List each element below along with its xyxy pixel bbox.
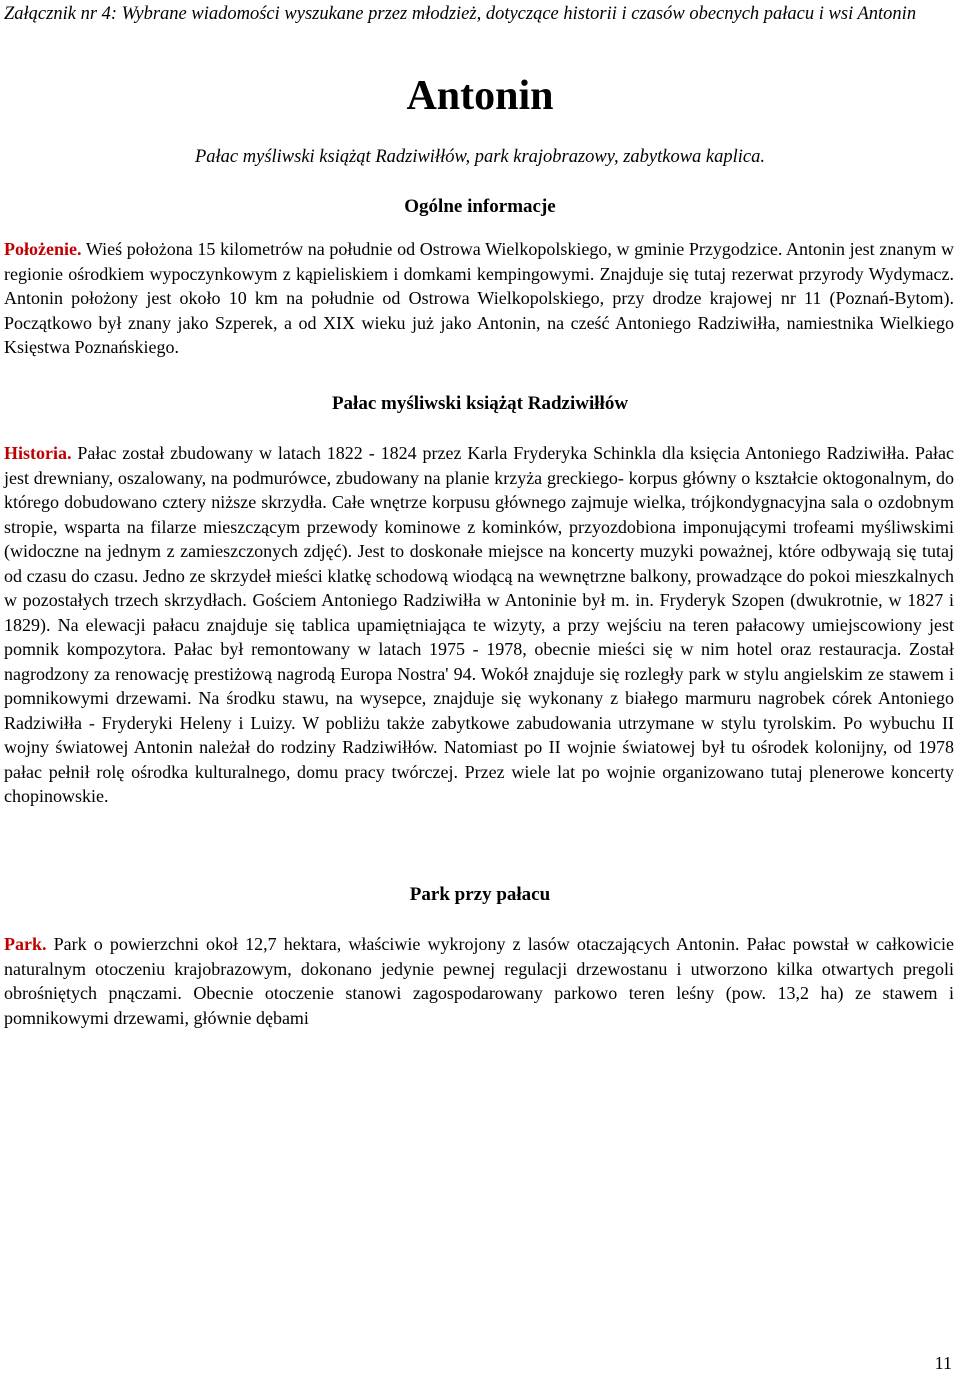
page-title: Antonin (406, 73, 554, 119)
section-heading-general: Ogólne informacje (404, 196, 556, 217)
lead-label-park: Park. (4, 934, 47, 954)
section-heading-park: Park przy pałacu (409, 884, 551, 905)
section-paragraph-general (4, 237, 954, 360)
lead-label-history: Historia. (4, 443, 72, 463)
section-heading-palace: Pałac myśliwski książąt Radziwiłłów (331, 393, 629, 414)
page-number: 11 (934, 1353, 952, 1373)
lead-label-location: Położenie. (4, 239, 82, 259)
section-paragraph-park (4, 932, 954, 1030)
paragraph-text-park: Park o powierzchni okoł 12,7 hektara, właściwie wykrojony z lasów otaczających Antonin. Pałac powstał w całkowicie naturalnym otoczeniu krajobrazowym, dokonano jedynie pewnej regulacji drzewostanu i utworzono kilka otwartych pregoli obrośniętych pnączami. Obecnie otoczenie stanowi zagospodarowany parkowo teren leśny (pow. 13,2 ha) ze stawem i pomnikowymi drzewami, głównie dębami (4, 934, 954, 1028)
paragraph-text-general: Wieś położona 15 kilometrów na południe od Ostrowa Wielkopolskiego, w gminie Przygodzice. Antonin jest znanym w regionie ośrodkiem wypoczynkowym z kąpieliskiem i domkami kempingowymi. Znajduje się tutaj rezerwat przyrody Wydymacz. Antonin położony jest około 10 km na południe od Ostrowa Wielkopolskiego, przy drodze krajowej nr 11 (Poznań-Bytom). Początkowo był znany jako Szperek, a od XIX wieku już jako Antonin, na cześć Antoniego Radziwiłła, namiestnika Wielkiego Księstwa Poznańskiego. (4, 239, 954, 357)
section-paragraph-history (4, 441, 954, 809)
page-subtitle: Pałac myśliwski książąt Radziwiłłów, park krajobrazowy, zabytkowa kaplica. (194, 147, 766, 167)
annex-caption: Załącznik nr 4: Wybrane wiadomości wyszukane przez młodzież, dotyczące historii i czasów obecnych pałacu i wsi Antonin (4, 4, 917, 24)
paragraph-text-history: Pałac został zbudowany w latach 1822 - 1824 przez Karla Fryderyka Schinkla dla księcia Antoniego Radziwiłła. Pałac jest drewniany, oszalowany, na podmurówce, zbudowany na planie krzyża greckiego- korpus główny o kształcie oktogonalnym, do którego dobudowano cztery niższe skrzydła. Całe wnętrze korpusu głównego zajmuje wielka, trójkondygnacyjna sala o ozdobnym stropie, wsparta na filarze mieszczącym przewody kominowe z kominków, przyozdobiona imponującymi trofeami myśliwskimi (widoczne na jednym z zamieszczonych zdjęć). Jest to doskonałe miejsce na koncerty muzyki poważnej, które odbywają się tutaj od czasu do czasu. Jedno ze skrzydeł mieści klatkę schodową wiodącą na wewnętrzne balkony, prowadzące do pokoi mieszkalnych w pozostałych trzech skrzydłach. Gościem Antoniego Radziwiłła w Antoninie był m. in. Fryderyk Szopen (dwukrotnie, w 1827 i 1829). Na elewacji pałacu znajduje się tablica upamiętniająca te wizyty, a przy wejściu na teren pałacowy umiejscowiony jest pomnik kompozytora. Pałac był remontowany w latach 1975 - 1978, obecnie mieści się w nim hotel oraz restauracja. Został nagrodzony za renowację prestiżową nagrodą Europa Nostra' 94. Wokół znajduje się rozległy park w stylu angielskim ze stawem i pomnikowymi drzewami. Na środku stawu, na wysepce, znajduje się wykonany z białego marmuru nagrobek córek Antoniego Radziwiłła - Fryderyki Heleny i Luizy. W pobliżu także zabytkowe zabudowania utrzymane w stylu tyrolskim. Po wybuchu II wojny światowej Antonin należał do rodziny Radziwiłłów. Natomiast po II wojnie światowej był tu ośrodek kolonijny, od 1978 pałac pełnił rolę ośrodka kulturalnego, domu pracy twórczej. Przez wiele lat po wojnie organizowano tutaj plenerowe koncerty chopinowskie. (4, 443, 954, 806)
